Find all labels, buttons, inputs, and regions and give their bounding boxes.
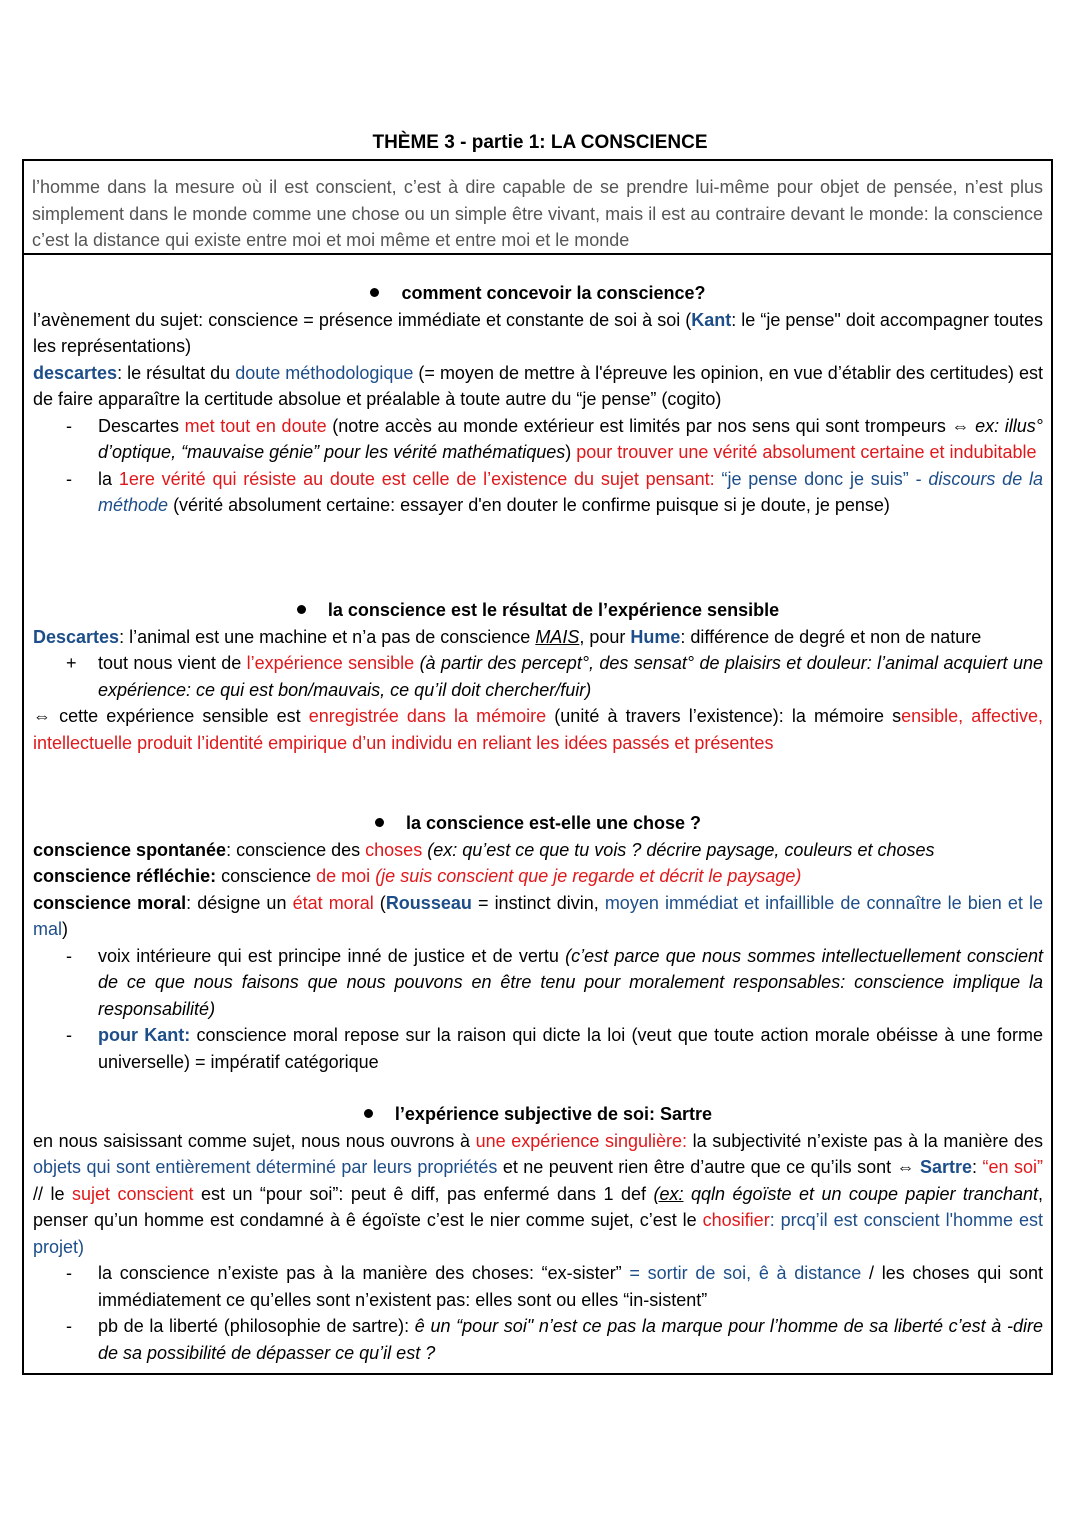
equivalence-icon: ⇔	[951, 415, 970, 436]
bullet-icon	[370, 288, 379, 297]
list-item: - pb de la liberté (philosophie de sartre): ê un “pour soi" n’est ce pas la marque pour l’homme de sa liberté c’est à -dire de sa possibilité de dépasser ce qu’il est ?	[33, 1313, 1043, 1366]
dash-icon: -	[66, 1316, 72, 1336]
section-heading: la conscience est le résultat de l’expérience sensible	[33, 597, 1043, 624]
line-reflechie: conscience réfléchie: conscience de moi (je suis conscient que je regarde et décrit le paysage)	[33, 866, 802, 886]
dash-icon: -	[66, 468, 72, 489]
plus-icon: +	[66, 653, 77, 673]
section-sartre	[33, 1101, 1043, 1366]
list-item: - Descartes met tout en doute (notre accès au monde extérieur est limités par nos sens qui sont trompeurs ⇔ ex: illus° d’optique, “mauvaise génie” pour les vérité mathématiques) pour trouver une vérité absolument certaine et indubitable	[33, 413, 1043, 466]
section-experience-sensible	[33, 597, 1043, 756]
paragraph-subjectivite: en nous saisissant comme sujet, nous nous ouvrons à une expérience singulière: la subjectivité n’existe pas à la manière des objets qui sont entièrement déterminé par leurs propriétés et ne peuvent rien être d’autre que ce qu’ils sont ⇔ Sartre: “en soi” // le sujet conscient est un “pour soi”: peut ê diff, pas enfermé dans 1 def (ex: qqln égoïste et un coupe papier tranchant, penser qu’un homme est condamné à ê égoïste c’est le nier comme sujet, c’est le chosifier: prcq’il est conscient l'homme est projet)	[33, 1130, 1044, 1257]
intro-box	[22, 159, 1053, 255]
bullet-icon	[375, 818, 384, 827]
list-item: - la 1ere vérité qui résiste au doute est celle de l’existence du sujet pensant: “je pense donc je suis” - discours de la méthode (vérité absolument certaine: essayer d'en douter le confirme puisque si je doute, je pense)	[33, 466, 1043, 519]
section-chose	[33, 810, 1043, 1075]
page-title: THÈME 3 - partie 1: LA CONSCIENCE	[372, 132, 708, 153]
section-heading: l’expérience subjective de soi: Sartre	[33, 1101, 1043, 1128]
dash-icon: -	[66, 945, 72, 966]
section-heading: la conscience est-elle une chose ?	[33, 810, 1043, 837]
section-heading: comment concevoir la conscience?	[33, 280, 1043, 307]
paragraph-sujet: l’avènement du sujet: conscience = présence immédiate et constante de soi à soi (Kant: le “je pense" doit accompagner toutes les représentations)	[33, 309, 1043, 356]
equivalence-icon: ⇔	[896, 1157, 915, 1177]
list-item: - pour Kant: conscience moral repose sur la raison qui dicte la loi (veut que toute action morale obéisse à une forme universelle) = impératif catégorique	[33, 1022, 1043, 1075]
dash-icon: -	[66, 1025, 72, 1045]
dash-icon: -	[66, 1263, 72, 1283]
line-moral: conscience moral: désigne un état moral (Rousseau = instinct divin, moyen immédiat et infaillible de connaître le bien et le mal)	[33, 892, 1043, 939]
section-concevoir	[33, 280, 1043, 519]
paragraph-descartes: descartes: le résultat du doute méthodologique (= moyen de mettre à l'épreuve les opinion, en vue d’établir des certitudes) est de faire apparaître la certitude absolue et préalable à toute autre du “je pense” (cogito)	[33, 362, 1043, 409]
intro-text: l’homme dans la mesure où il est conscient, c’est à dire capable de se prendre lui-même pour objet de pensée, n’est plus simplement dans le monde comme une chose ou un simple être vivant, mais il est au contraire devant le monde: la conscience c’est la distance qui existe entre moi et moi même et entre moi et le monde	[32, 177, 1043, 250]
line-spontanee: conscience spontanée: conscience des choses (ex: qu’est ce que tu vois ? décrire paysage, couleurs et choses	[33, 839, 935, 860]
equivalence-icon: ⇔	[33, 706, 51, 726]
paragraph-memoire: ⇔ cette expérience sensible est enregistrée dans la mémoire (unité à travers l’existence): la mémoire sensible, affective, intellectuelle produit l’identité empirique d’un individu en reliant les idées passés et présentes	[33, 706, 1043, 753]
list-item: - la conscience n’existe pas à la manière des choses: “ex-sister” = sortir de soi, ê à distance / les choses qui sont immédiatement ce qu’elles sont n’existent pas: elles sont ou elles “in-sistent”	[33, 1260, 1043, 1313]
dash-icon: -	[66, 415, 72, 436]
list-item: + tout nous vient de l’expérience sensible (à partir des percept°, des sensat° de plaisirs et douleur: l’animal acquiert une expérience: ce qui est bon/mauvais, ce qu’il doit chercher/fuir)	[33, 650, 1043, 703]
bullet-icon	[297, 605, 306, 614]
list-item: - voix intérieure qui est principe inné de justice et de vertu (c’est parce que nous sommes intellectuellement conscient de ce que nous faisons que nous pouvons en être tenu pour moralement responsables: conscience implique la responsabilité)	[33, 943, 1043, 1023]
paragraph-descartes-hume: Descartes: l’animal est une machine et n’a pas de conscience MAIS, pour Hume: différence de degré et non de nature	[33, 626, 982, 647]
bullet-icon	[364, 1109, 373, 1118]
